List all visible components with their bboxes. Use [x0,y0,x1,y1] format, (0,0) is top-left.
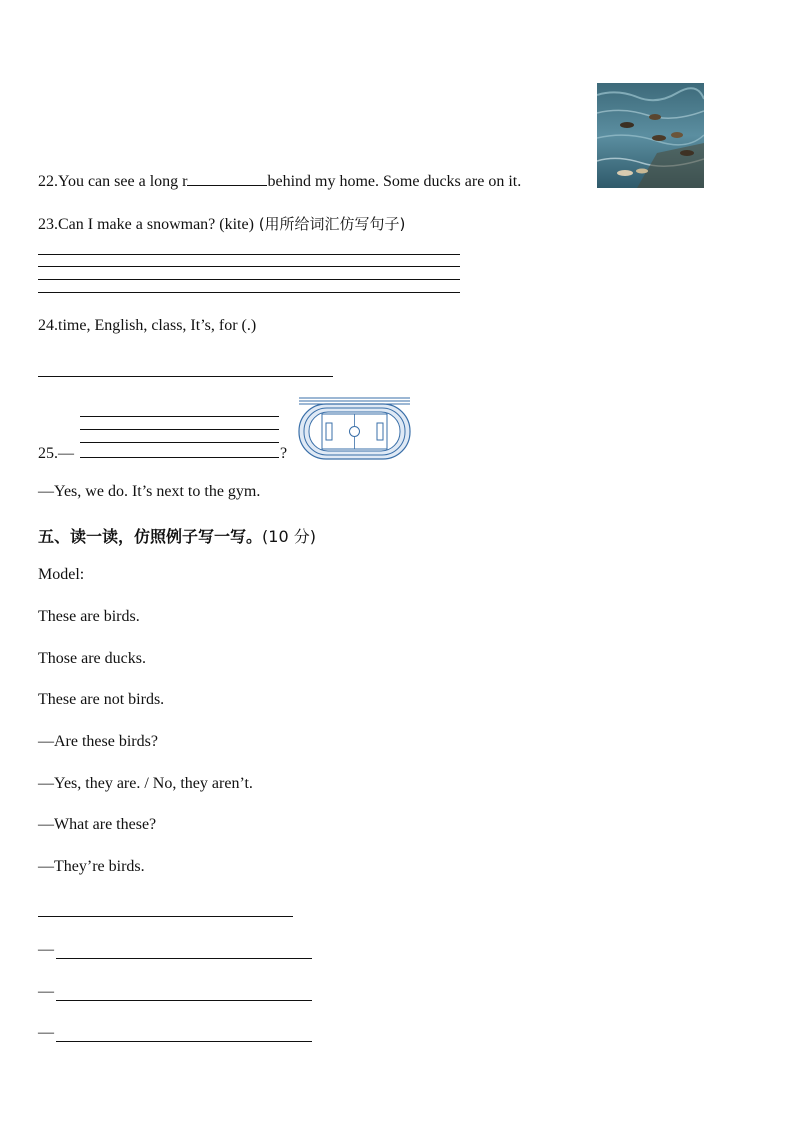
model-line: —Yes, they are. / No, they aren’t. [38,775,253,792]
dash: — [38,941,54,958]
answer-text: —Yes, we do. It’s next to the gym. [38,483,261,500]
question-mark: ? [280,445,288,462]
question-text-before: You can see a long r [58,173,188,190]
model-line: Those are ducks. [38,650,146,667]
answer-line[interactable] [80,457,279,458]
model-line: —They’re birds. [38,858,145,875]
answer-line[interactable] [38,266,460,267]
answer-line[interactable] [38,279,460,280]
question-number: 24. [38,317,58,334]
model-line: —Are these birds? [38,733,158,750]
model-line: —What are these? [38,816,157,833]
dash: — [58,445,74,462]
question-text-after: behind my home. Some ducks are on it. [267,173,522,190]
model-label: Model: [38,566,85,583]
model-line: These are birds. [38,608,140,625]
fill-blank[interactable] [187,173,267,186]
answer-line[interactable] [56,958,312,959]
section-score: (10 分) [262,527,316,546]
question-number: 22. [38,173,58,190]
question-25 [38,445,74,463]
answer-line[interactable] [80,442,279,443]
answer-line[interactable] [56,1000,312,1001]
section-heading [38,524,316,547]
question-22 [38,173,521,191]
dash: — [38,983,54,1000]
answer-line[interactable] [56,1041,312,1042]
question-text: Can I make a snowman? (kite) [58,216,254,233]
answer-line[interactable] [80,429,279,430]
answer-line[interactable] [38,916,293,917]
dash: — [38,1024,54,1041]
question-24 [38,317,256,335]
ducks-on-river-photo [597,83,704,188]
question-number: 25. [38,445,58,462]
question-instruction: (用所给词汇仿写句子) [253,215,406,233]
answer-line[interactable] [38,254,460,255]
answer-line[interactable] [38,376,333,377]
answer-line[interactable] [80,416,279,417]
model-line: These are not birds. [38,691,165,708]
section-title: 五、读一读，仿照例子写一写。 [38,527,263,546]
question-number: 23. [38,216,58,233]
playground-track-icon [297,396,412,461]
answer-line[interactable] [38,292,460,293]
question-23 [38,213,405,234]
question-text: time, English, class, It’s, for (.) [58,317,257,334]
